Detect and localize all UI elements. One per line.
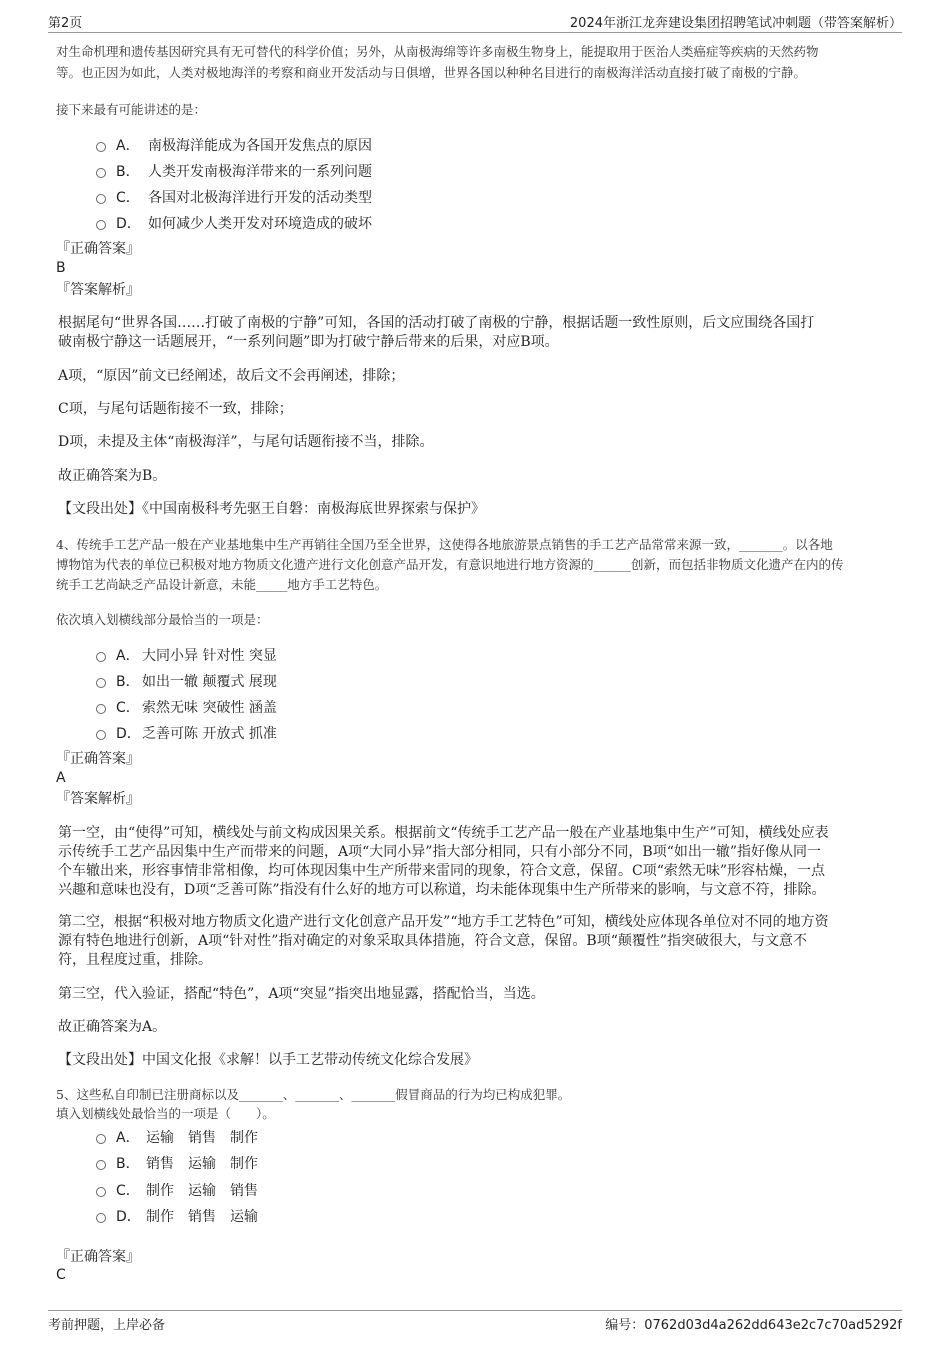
q5-prompt: 填入划横线处最恰当的一项是（ ）。 — [56, 1106, 275, 1121]
radio-icon[interactable] — [96, 220, 106, 230]
q3-analysis-label: 『答案解析』 — [56, 282, 140, 298]
q5-stem: 5、这些私自印制已注册商标以及_______、_______、_______假冒商品的行为均已构成犯罪。 — [56, 1087, 571, 1102]
q4-stem-line-3: 统手工艺尚缺乏产品设计新意，未能_____地方手工艺特色。 — [56, 577, 388, 592]
q3-option-d[interactable]: D． 如何减少人类开发对环境造成的破坏 — [96, 213, 372, 233]
q4-answer-label: 『正确答案』 — [56, 751, 140, 767]
footer-id-label: 编号： — [605, 1318, 645, 1333]
q4-stem-line-2: 博物馆为代表的单位已积极对地方物质文化遗产进行文化创意产品开发，有意识地进行地方资源的______创新，而包括非物质文化遗产在内的传 — [56, 557, 844, 572]
radio-icon[interactable] — [96, 168, 106, 178]
q3-passage-line-1: 对生命机理和遗传基因研究具有无可替代的科学价值；另外，从南极海绵等许多南极生物身上，能提取用于医治人类癌症等疾病的天然药物 — [56, 44, 819, 59]
q3-source: 【文段出处】《中国南极科考先驱王自磐：南极海底世界探索与保护》 — [58, 501, 485, 517]
q4-analysis-label: 『答案解析』 — [56, 791, 140, 807]
q4-option-c[interactable]: C． 索然无味 突破性 涵盖 — [96, 697, 277, 717]
q4-analysis-p3: 第三空，代入验证，搭配“特色”，A项“突显”指突出地显露，搭配恰当，当选。 — [58, 986, 545, 1002]
q4-conclusion: 故正确答案为A。 — [58, 1019, 167, 1035]
q3-analysis-line-2: 破南极宁静这一话题展开，“一系列问题”即为打破宁静后带来的后果，对应B项。 — [58, 334, 559, 350]
radio-icon[interactable] — [96, 142, 106, 152]
q3-passage-line-2: 等。也正因为如此，人类对极地海洋的考察和商业开发活动与日俱增，世界各国以种种名目进行的南极海洋活动直接打破了南极的宁静。 — [56, 65, 807, 80]
q4-analysis-p1-line-2: 示传统手工艺产品因集中生产而带来的问题，A项“大同小异”指大部分相同，只有小部分不同，B项“如出一辙”指好像从同一 — [58, 844, 822, 860]
q4-analysis-p2-line-3: 符，且程度过重，排除。 — [58, 952, 212, 968]
q4-analysis-p2-line-2: 源有特色地进行创新，A项“针对性”指对确定的对象采取具体措施，符合文意，保留。B项“颠覆性”指突破很大，与文意不 — [58, 933, 808, 949]
q3-option-a[interactable]: A． 南极海洋能成为各国开发焦点的原因 — [96, 135, 372, 155]
q3-answer-label: 『正确答案』 — [56, 241, 140, 257]
q5-option-c[interactable]: C． 制作 运输 销售 — [96, 1180, 258, 1200]
q5-answer: C — [56, 1267, 66, 1283]
page-number: 第2页 — [48, 16, 83, 31]
radio-icon[interactable] — [96, 1160, 106, 1170]
footer-divider — [48, 1310, 902, 1311]
q3-prompt: 接下来最有可能讲述的是： — [56, 102, 207, 117]
q5-answer-label: 『正确答案』 — [56, 1249, 140, 1265]
q4-prompt: 依次填入划横线部分最恰当的一项是： — [56, 612, 269, 627]
q4-analysis-p1-line-3: 个车辙出来，形容事情非常相像，均可体现因集中生产所带来雷同的现象，符合文意，保留。C项“索然无味”形容枯燥，一点 — [58, 863, 826, 879]
radio-icon[interactable] — [96, 1134, 106, 1144]
radio-icon[interactable] — [96, 194, 106, 204]
radio-icon[interactable] — [96, 678, 106, 688]
q3-analysis-line-1: 根据尾句“世界各国……打破了南极的宁静”可知，各国的活动打破了南极的宁静，根据话题一致性原则，后文应围绕各国打 — [58, 315, 815, 331]
q4-stem-line-1: 4、传统手工艺产品一般在产业基地集中生产再销往全国乃至全世界，这使得各地旅游景点销售的手工艺产品常常来源一致，_______。以各地 — [56, 537, 833, 552]
q3-analysis-c: C项，与尾句话题衔接不一致，排除； — [58, 401, 293, 417]
footer-slogan: 考前押题，上岸必备 — [48, 1318, 166, 1333]
q4-analysis-p2-line-1: 第二空，根据“积极对地方物质文化遗产进行文化创意产品开发”“地方手工艺特色”可知，横线处应体现各单位对不同的地方资 — [58, 914, 829, 930]
q3-option-b[interactable]: B． 人类开发南极海洋带来的一系列问题 — [96, 161, 372, 181]
footer-id-code: 0762d03d4a262dd643e2c7c70ad5292f — [644, 1318, 902, 1333]
q4-analysis-p1-line-1: 第一空，由“使得”可知，横线处与前文构成因果关系。根据前文“传统手工艺产品一般在产业基地集中生产”可知，横线处应表 — [58, 825, 829, 841]
q3-analysis-d: D项，未提及主体“南极海洋”，与尾句话题衔接不当，排除。 — [58, 434, 434, 450]
radio-icon[interactable] — [96, 652, 106, 662]
q5-option-a[interactable]: A． 运输 销售 制作 — [96, 1127, 258, 1147]
q4-source: 【文段出处】中国文化报《求解！以手工艺带动传统文化综合发展》 — [58, 1052, 478, 1068]
radio-icon[interactable] — [96, 1187, 106, 1197]
q4-option-a[interactable]: A． 大同小异 针对性 突显 — [96, 645, 277, 665]
q4-analysis-p1-line-4: 兴趣和意味也没有，D项“乏善可陈”指没有什么好的地方可以称道，均未能体现集中生产所带来的影响，与文意不符，排除。 — [58, 882, 826, 898]
radio-icon[interactable] — [96, 704, 106, 714]
q3-option-c[interactable]: C． 各国对北极海洋进行开发的活动类型 — [96, 187, 372, 207]
radio-icon[interactable] — [96, 730, 106, 740]
q4-option-d[interactable]: D． 乏善可陈 开放式 抓准 — [96, 723, 277, 743]
q5-option-b[interactable]: B． 销售 运输 制作 — [96, 1153, 258, 1173]
q4-option-b[interactable]: B． 如出一辙 颠覆式 展现 — [96, 671, 277, 691]
document-title: 2024年浙江龙奔建设集团招聘笔试冲刺题（带答案解析） — [569, 16, 902, 31]
q3-conclusion: 故正确答案为B。 — [58, 468, 167, 484]
radio-icon[interactable] — [96, 1213, 106, 1223]
q3-analysis-a: A项，“原因”前文已经阐述，故后文不会再阐述，排除； — [58, 368, 405, 384]
q5-option-d[interactable]: D． 制作 销售 运输 — [96, 1206, 258, 1226]
footer-id — [605, 1314, 902, 1333]
q3-answer: B — [56, 260, 66, 276]
q4-answer: A — [56, 770, 66, 786]
header-divider — [48, 32, 902, 33]
